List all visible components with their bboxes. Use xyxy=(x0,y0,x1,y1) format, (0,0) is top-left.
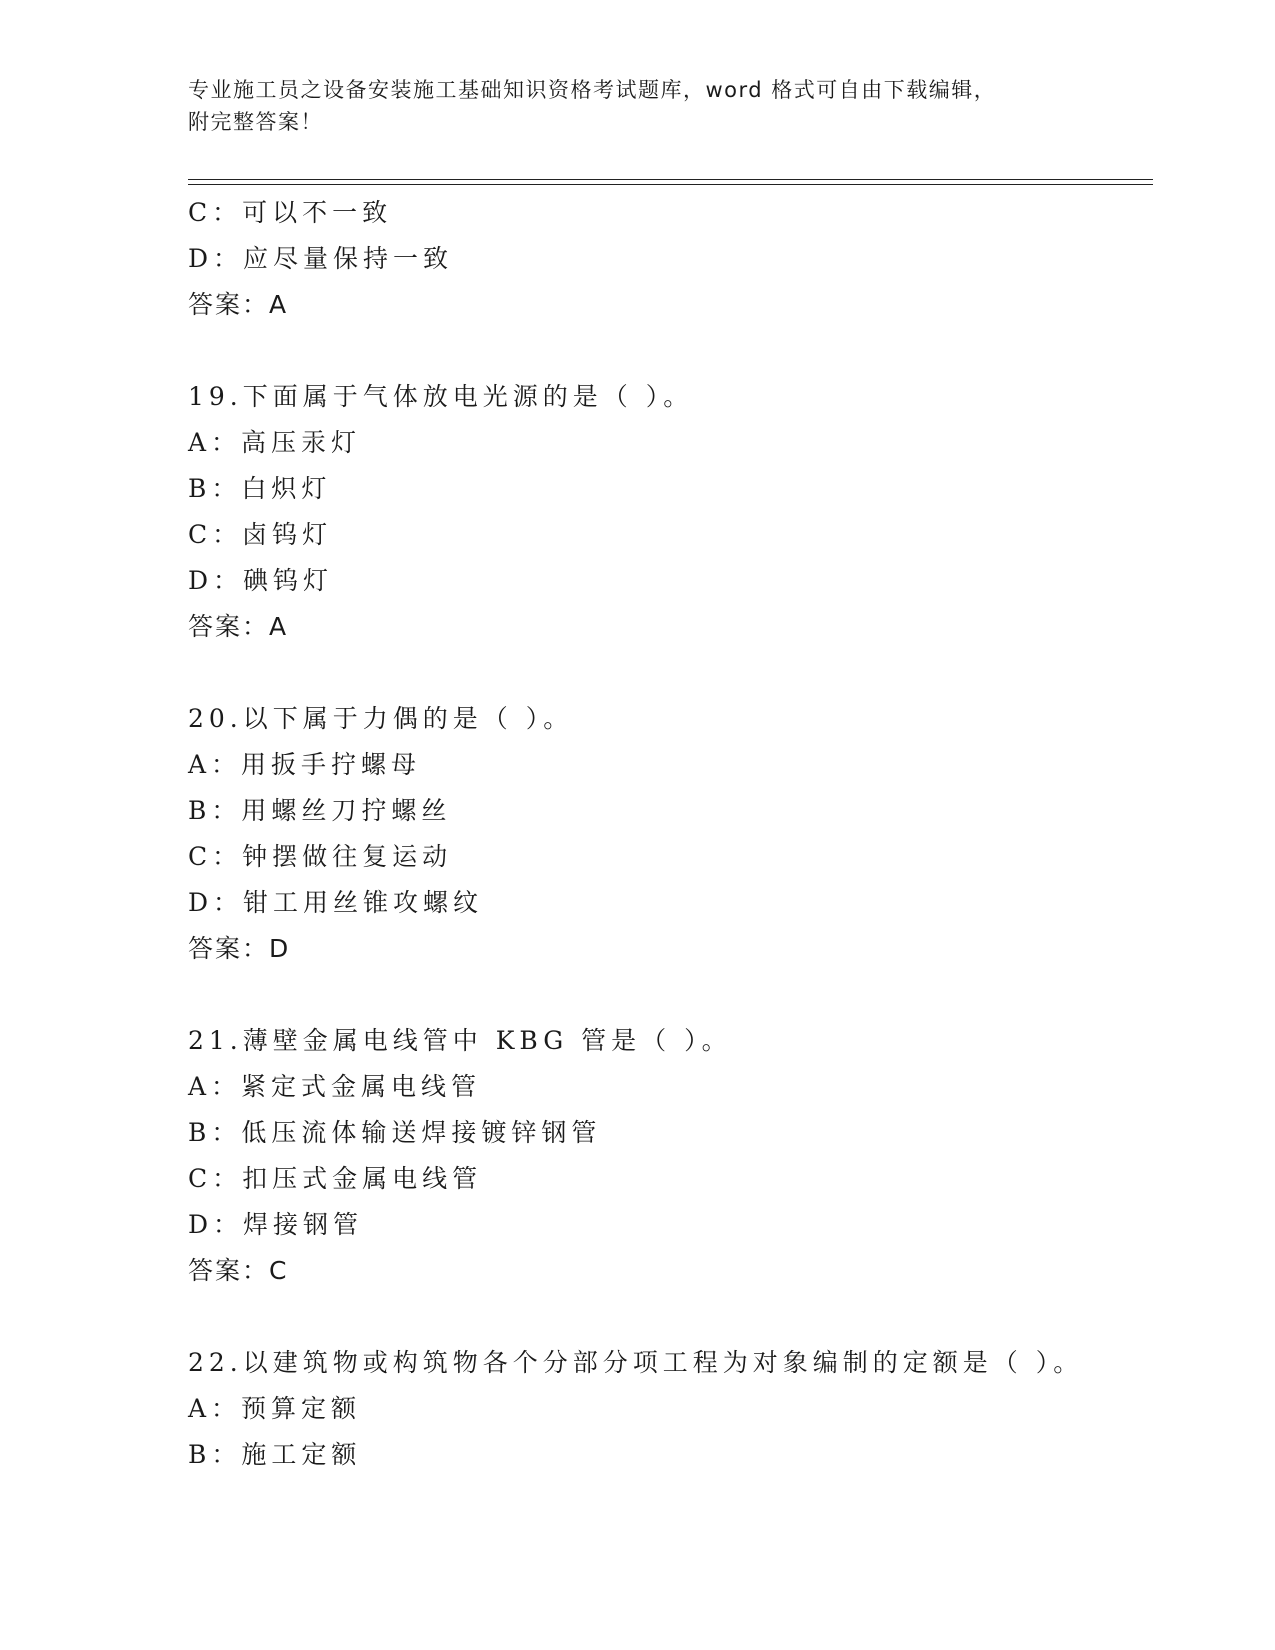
question-19 xyxy=(188,374,1168,650)
option-b: B：施工定额 xyxy=(188,1440,362,1469)
option-c: C：卤钨灯 xyxy=(188,520,333,549)
document-header xyxy=(188,74,1088,138)
question-22 xyxy=(188,1340,1168,1478)
option-c: C：可以不一致 xyxy=(188,198,393,227)
answer-line: 答案：A xyxy=(188,612,289,641)
answer-line: 答案：D xyxy=(188,934,291,963)
option-d: D：焊接钢管 xyxy=(188,1210,364,1239)
question-stem: 19.下面属于气体放电光源的是（ ）。 xyxy=(188,382,694,411)
question-stem: 20.以下属于力偶的是（ ）。 xyxy=(188,704,574,733)
answer-line: 答案：C xyxy=(188,1256,289,1285)
header-divider xyxy=(188,179,1153,185)
option-a: A：用扳手拧螺母 xyxy=(188,750,422,779)
option-a: A：预算定额 xyxy=(188,1394,362,1423)
header-line-1: 专业施工员之设备安装施工基础知识资格考试题库，word 格式可自由下载编辑， xyxy=(188,78,997,102)
question-list xyxy=(188,190,1168,1478)
question-stem: 21.薄壁金属电线管中 KBG 管是（ ）。 xyxy=(188,1026,732,1055)
spacer xyxy=(188,328,1168,374)
header-line-2: 附完整答案！ xyxy=(188,110,323,134)
carryover-block xyxy=(188,190,1168,328)
spacer xyxy=(188,972,1168,1018)
option-d: D：钳工用丝锥攻螺纹 xyxy=(188,888,484,917)
question-stem: 22.以建筑物或构筑物各个分部分项工程为对象编制的定额是（ ）。 xyxy=(188,1348,1084,1377)
option-d: D：应尽量保持一致 xyxy=(188,244,454,273)
question-21 xyxy=(188,1018,1168,1294)
option-d: D：碘钨灯 xyxy=(188,566,334,595)
answer-line: 答案：A xyxy=(188,290,289,319)
option-b: B：用螺丝刀拧螺丝 xyxy=(188,796,452,825)
option-a: A：高压汞灯 xyxy=(188,428,362,457)
spacer xyxy=(188,1294,1168,1340)
option-b: B：低压流体输送焊接镀锌钢管 xyxy=(188,1118,602,1147)
option-b: B：白炽灯 xyxy=(188,474,332,503)
question-20 xyxy=(188,696,1168,972)
option-a: A：紧定式金属电线管 xyxy=(188,1072,482,1101)
option-c: C：扣压式金属电线管 xyxy=(188,1164,483,1193)
spacer xyxy=(188,650,1168,696)
option-c: C：钟摆做往复运动 xyxy=(188,842,453,871)
